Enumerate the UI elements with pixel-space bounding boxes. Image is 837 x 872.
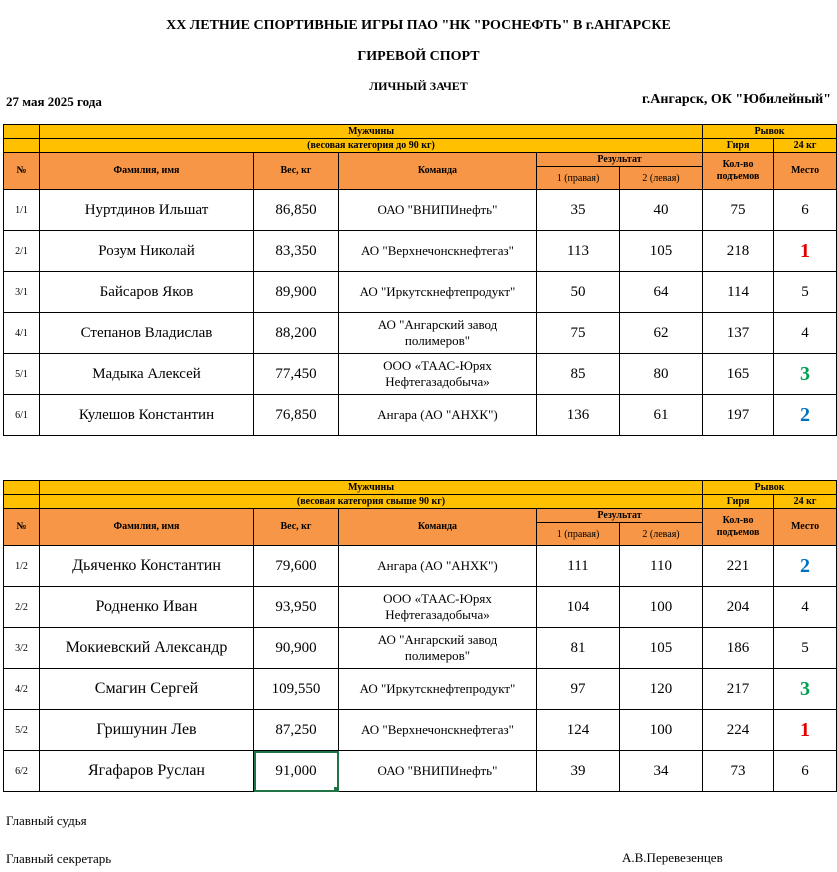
team-line-1: АО "Верхнечонскнефтегаз"	[361, 722, 514, 737]
lifts-count[interactable]: 221	[703, 546, 774, 587]
team-line-1: Ангара (АО "АНХК")	[377, 558, 498, 573]
weight-value: 88,200	[275, 324, 317, 341]
results-table-over-90kg	[3, 480, 837, 792]
team-line-2: полимеров"	[404, 333, 471, 348]
table-row	[4, 313, 837, 354]
team-line-2: Нефтегазадобыча»	[385, 607, 490, 622]
team-line-1: АО "Ангарский завод	[377, 632, 498, 647]
place-cell[interactable]	[774, 231, 837, 272]
athlete-name[interactable]: Гришунин Лев	[40, 710, 254, 751]
place-value: 6	[801, 201, 809, 218]
right-hand-result[interactable]: 85	[537, 354, 620, 395]
athlete-name[interactable]: Ягафаров Руслан	[40, 751, 254, 792]
athlete-name[interactable]: Мадыка Алексей	[40, 354, 254, 395]
left-hand-result[interactable]: 61	[620, 395, 703, 436]
place-value: 2	[800, 403, 811, 426]
athlete-weight[interactable]	[254, 710, 339, 751]
chief-secretary-name: А.В.Перевезенцев	[622, 850, 723, 865]
team-name[interactable]	[339, 313, 537, 354]
row-number[interactable]: 3/2	[4, 628, 40, 669]
left-hand-result[interactable]: 120	[620, 669, 703, 710]
weight-value: 90,900	[275, 639, 317, 656]
athlete-name[interactable]: Смагин Сергей	[40, 669, 254, 710]
athlete-name[interactable]: Степанов Владислав	[40, 313, 254, 354]
left-hand-header: 2 (левая)	[620, 523, 703, 546]
left-hand-result[interactable]: 80	[620, 354, 703, 395]
weight-value: 76,850	[275, 406, 317, 423]
team-line-1: АО "Ангарский завод	[377, 317, 498, 332]
row-number[interactable]: 5/2	[4, 710, 40, 751]
lifts-count[interactable]: 218	[703, 231, 774, 272]
standings-subtitle: ЛИЧНЫЙ ЗАЧЕТ	[369, 79, 468, 93]
left-hand-result[interactable]: 64	[620, 272, 703, 313]
table-row	[4, 751, 837, 792]
place-cell[interactable]	[774, 587, 837, 628]
place-cell[interactable]	[774, 272, 837, 313]
weight-value: 91,000	[275, 762, 317, 779]
left-hand-header: 2 (левая)	[620, 167, 703, 190]
row-number[interactable]: 6/2	[4, 751, 40, 792]
left-hand-result[interactable]: 105	[620, 628, 703, 669]
weight-category-header: (весовая категория свыше 90 кг)	[40, 495, 703, 509]
team-name[interactable]	[339, 710, 537, 751]
athlete-weight[interactable]	[254, 313, 339, 354]
lifts-count[interactable]: 165	[703, 354, 774, 395]
place-value: 1	[800, 718, 811, 741]
team-line-1: ООО «ТААС-Юрях	[383, 358, 492, 373]
right-hand-result[interactable]: 81	[537, 628, 620, 669]
lifts-count[interactable]: 204	[703, 587, 774, 628]
team-name[interactable]	[339, 272, 537, 313]
place-cell[interactable]	[774, 546, 837, 587]
lifts-count[interactable]: 186	[703, 628, 774, 669]
left-hand-result[interactable]: 62	[620, 313, 703, 354]
place-column-header: Место	[774, 509, 837, 546]
team-line-2: полимеров"	[404, 648, 471, 663]
kettlebell-header: Гиря	[703, 495, 774, 509]
lifts-count[interactable]: 137	[703, 313, 774, 354]
place-value: 4	[801, 598, 809, 615]
athlete-name[interactable]: Мокиевский Александр	[40, 628, 254, 669]
athlete-weight[interactable]	[254, 628, 339, 669]
sport-title: ГИРЕВОЙ СПОРТ	[357, 49, 480, 64]
right-hand-header: 1 (правая)	[537, 523, 620, 546]
number-column-header: №	[4, 153, 40, 190]
table-row	[4, 272, 837, 313]
lifts-column-header	[703, 509, 774, 546]
place-value: 1	[800, 239, 811, 262]
right-hand-result[interactable]: 136	[537, 395, 620, 436]
team-name[interactable]	[339, 669, 537, 710]
team-line-1: ОАО "ВНИПИнефть"	[377, 763, 498, 778]
row-number[interactable]: 6/1	[4, 395, 40, 436]
lifts-count[interactable]: 217	[703, 669, 774, 710]
place-cell[interactable]	[774, 354, 837, 395]
left-hand-result[interactable]: 100	[620, 710, 703, 751]
athlete-weight[interactable]	[254, 190, 339, 231]
row-number[interactable]: 4/2	[4, 669, 40, 710]
weight-value: 77,450	[275, 365, 317, 382]
right-hand-result[interactable]: 111	[537, 546, 620, 587]
team-line-1: АО "Иркутскнефтепродукт"	[359, 284, 516, 299]
athlete-name[interactable]: Розум Николай	[40, 231, 254, 272]
team-name[interactable]	[339, 190, 537, 231]
right-hand-result[interactable]: 75	[537, 313, 620, 354]
place-column-header: Место	[774, 153, 837, 190]
place-cell[interactable]	[774, 395, 837, 436]
right-hand-result[interactable]: 39	[537, 751, 620, 792]
athlete-weight[interactable]	[254, 354, 339, 395]
athlete-weight[interactable]	[254, 231, 339, 272]
row-number[interactable]: 2/1	[4, 231, 40, 272]
table-row	[4, 190, 837, 231]
athlete-weight[interactable]	[254, 272, 339, 313]
row-number[interactable]: 1/2	[4, 546, 40, 587]
team-line-2: Нефтегазадобыча»	[385, 374, 490, 389]
lifts-count[interactable]: 114	[703, 272, 774, 313]
row-number[interactable]: 1/1	[4, 190, 40, 231]
team-name[interactable]	[339, 628, 537, 669]
team-name[interactable]	[339, 587, 537, 628]
team-name[interactable]	[339, 546, 537, 587]
lifts-column-header	[703, 153, 774, 190]
place-value: 3	[800, 362, 811, 385]
fill-handle[interactable]	[334, 787, 339, 792]
table-row	[4, 587, 837, 628]
team-name[interactable]	[339, 354, 537, 395]
athlete-weight[interactable]	[254, 669, 339, 710]
team-line-1: ОАО "ВНИПИнефть"	[377, 202, 498, 217]
lifts-count[interactable]: 75	[703, 190, 774, 231]
athlete-weight[interactable]	[254, 546, 339, 587]
team-line-1: АО "Верхнечонскнефтегаз"	[361, 243, 514, 258]
athlete-weight[interactable]	[254, 587, 339, 628]
place-value: 4	[801, 324, 809, 341]
right-hand-result[interactable]: 50	[537, 272, 620, 313]
weight-value: 89,900	[275, 283, 317, 300]
kettlebell-weight-header: 24 кг	[774, 495, 837, 509]
place-cell[interactable]	[774, 710, 837, 751]
kettlebell-header: Гиря	[703, 139, 774, 153]
team-name[interactable]	[339, 395, 537, 436]
place-value: 5	[801, 639, 809, 656]
weight-value: 87,250	[275, 721, 317, 738]
lifts-count[interactable]: 197	[703, 395, 774, 436]
team-line-1: Ангара (АО "АНХК")	[377, 407, 498, 422]
event-location: г.Ангарск, ОК "Юбилейный"	[642, 92, 831, 107]
team-name[interactable]	[339, 751, 537, 792]
weight-value: 83,350	[275, 242, 317, 259]
snatch-header: Рывок	[703, 481, 837, 495]
table-row	[4, 231, 837, 272]
result-column-header: Результат	[537, 509, 703, 523]
athlete-name[interactable]: Байсаров Яков	[40, 272, 254, 313]
lifts-label-line1: Кол-во	[722, 159, 754, 170]
team-line-1: ООО «ТААС-Юрях	[383, 591, 492, 606]
weight-column-header: Вес, кг	[254, 509, 339, 546]
place-cell[interactable]	[774, 669, 837, 710]
snatch-header: Рывок	[703, 125, 837, 139]
right-hand-result[interactable]: 113	[537, 231, 620, 272]
team-name[interactable]	[339, 231, 537, 272]
table-row	[4, 710, 837, 751]
name-column-header: Фамилия, имя	[40, 509, 254, 546]
left-hand-result[interactable]: 40	[620, 190, 703, 231]
place-cell[interactable]	[774, 190, 837, 231]
athlete-name[interactable]: Нуртдинов Ильшат	[40, 190, 254, 231]
team-column-header: Команда	[339, 153, 537, 190]
team-line-1: АО "Иркутскнефтепродукт"	[359, 681, 516, 696]
event-title: XX ЛЕТНИЕ СПОРТИВНЫЕ ИГРЫ ПАО "НК "РОСНЕФТЬ" В г.АНГАРСКЕ	[166, 18, 671, 33]
athlete-name[interactable]: Дьяченко Константин	[40, 546, 254, 587]
row-number[interactable]: 4/1	[4, 313, 40, 354]
lifts-label-line2: подъемов	[716, 171, 760, 182]
lifts-count[interactable]: 224	[703, 710, 774, 751]
weight-value: 109,550	[271, 680, 321, 697]
right-hand-result[interactable]: 97	[537, 669, 620, 710]
left-hand-result[interactable]: 110	[620, 546, 703, 587]
left-hand-result[interactable]: 105	[620, 231, 703, 272]
kettlebell-weight-header: 24 кг	[774, 139, 837, 153]
men-header: Мужчины	[40, 481, 703, 495]
weight-category-header: (весовая категория до 90 кг)	[40, 139, 703, 153]
name-column-header: Фамилия, имя	[40, 153, 254, 190]
event-date: 27 мая 2025 года	[6, 94, 102, 109]
table-row	[4, 354, 837, 395]
row-number[interactable]: 5/1	[4, 354, 40, 395]
chief-judge-label: Главный судья	[6, 813, 87, 828]
weight-column-header: Вес, кг	[254, 153, 339, 190]
weight-value: 93,950	[275, 598, 317, 615]
row-number[interactable]: 3/1	[4, 272, 40, 313]
place-cell[interactable]	[774, 313, 837, 354]
table-row	[4, 546, 837, 587]
athlete-name[interactable]: Кулешов Константин	[40, 395, 254, 436]
table-row	[4, 628, 837, 669]
result-column-header: Результат	[537, 153, 703, 167]
row-number[interactable]: 2/2	[4, 587, 40, 628]
table-row	[4, 669, 837, 710]
athlete-name[interactable]: Родненко Иван	[40, 587, 254, 628]
left-hand-result[interactable]: 34	[620, 751, 703, 792]
men-header: Мужчины	[40, 125, 703, 139]
lifts-label-line1: Кол-во	[722, 515, 754, 526]
team-column-header: Команда	[339, 509, 537, 546]
place-value: 3	[800, 677, 811, 700]
results-table-up-to-90kg	[3, 124, 837, 436]
place-value: 2	[800, 554, 811, 577]
number-column-header: №	[4, 509, 40, 546]
right-hand-result[interactable]: 124	[537, 710, 620, 751]
athlete-weight[interactable]	[254, 395, 339, 436]
chief-secretary-label: Главный секретарь	[6, 851, 112, 866]
table-row	[4, 395, 837, 436]
weight-value: 79,600	[275, 557, 317, 574]
athlete-weight[interactable]	[254, 751, 339, 792]
lifts-count[interactable]: 73	[703, 751, 774, 792]
place-value: 5	[801, 283, 809, 300]
weight-value: 86,850	[275, 201, 317, 218]
place-value: 6	[801, 762, 809, 779]
place-cell[interactable]	[774, 751, 837, 792]
left-hand-result[interactable]: 100	[620, 587, 703, 628]
right-hand-header: 1 (правая)	[537, 167, 620, 190]
right-hand-result[interactable]: 104	[537, 587, 620, 628]
lifts-label-line2: подъемов	[716, 527, 760, 538]
right-hand-result[interactable]: 35	[537, 190, 620, 231]
place-cell[interactable]	[774, 628, 837, 669]
